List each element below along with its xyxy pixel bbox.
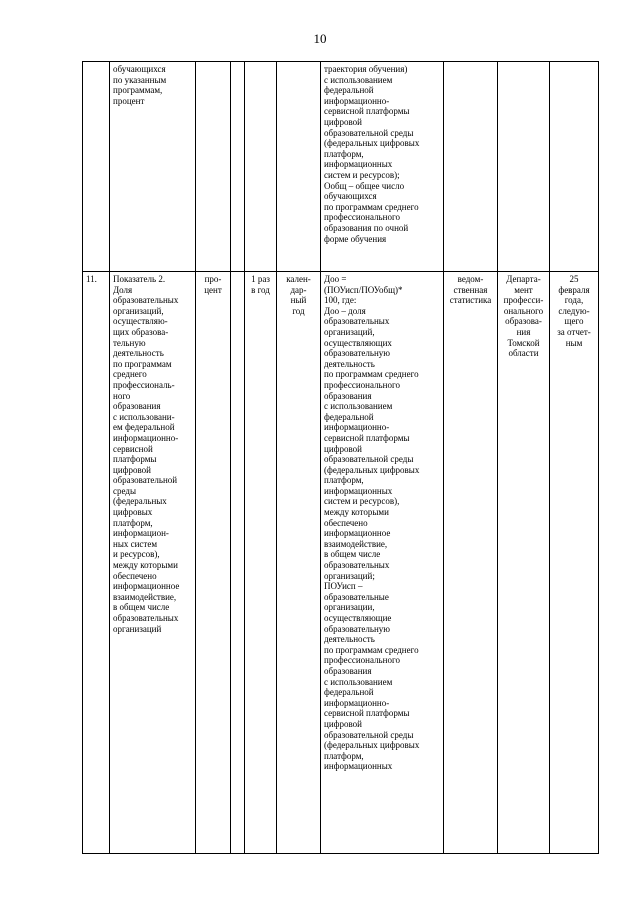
deadline-cell: 25 февраля года, следую- щего за отчет- ным — [550, 272, 599, 854]
frequency-cell — [245, 62, 277, 272]
empty-cell — [231, 272, 245, 854]
row-number-cell — [83, 62, 110, 272]
empty-cell — [231, 62, 245, 272]
period-cell — [277, 62, 321, 272]
frequency-cell: 1 раз в год — [245, 272, 277, 854]
period-cell: кален- дар- ный год — [277, 272, 321, 854]
deadline-cell — [550, 62, 599, 272]
page-number: 10 — [313, 31, 327, 46]
row-number-cell: 11. — [83, 272, 110, 854]
formula-cell: Доо = (ПОУисп/ПОУобщ)* 100, где: Доо – доля образовательных организаций, осуществляющих образовательную деятельность по программам среднего профессионального образования с использованием федеральной информационно- сервисной платформы цифровой образовательной среды (федеральных цифровых платформ, информационных систем и ресурсов), между которыми обеспечено информационное взаимодействие, в общем числе образовательных организаций; ПОУисп – образовательные организации, осуществляющие образовательную деятельность по программам среднего профессионального образования с использованием федеральной информационно- сервисной платформы цифровой образовательной среды (федеральных цифровых платформ, информационных — [321, 272, 444, 854]
indicator-name-cell: Показатель 2. Доля образовательных организаций, осуществляю- щих образова- тельную деятельность по программам среднего профессиональ- ного образования с использовани- ем федеральной информационно- сервисной платформы цифровой образовательной среды (федеральных цифровых платформ, информацион- ных систем и ресурсов), между которыми обеспечено информационное взаимодействие, в общем числе образовательных организаций — [110, 272, 196, 854]
table-row — [83, 62, 599, 272]
formula-cell: траектория обучения) с использованием федеральной информационно- сервисной платформы цифровой образовательной среды (федеральных цифровых платформ, информационных систем и ресурсов); Ообщ – общее число обучающихся по программам среднего профессионального образования по очной форме обучения — [321, 62, 444, 272]
responsible-cell — [498, 62, 550, 272]
table-row — [83, 272, 599, 854]
source-cell — [444, 62, 498, 272]
unit-cell: про- цент — [196, 272, 231, 854]
indicator-name-cell: обучающихся по указанным программам, процент — [110, 62, 196, 272]
indicators-table — [82, 61, 599, 854]
responsible-cell: Департа- мент професси- онального образова- ния Томской области — [498, 272, 550, 854]
unit-cell — [196, 62, 231, 272]
source-cell: ведом- ственная статистика — [444, 272, 498, 854]
